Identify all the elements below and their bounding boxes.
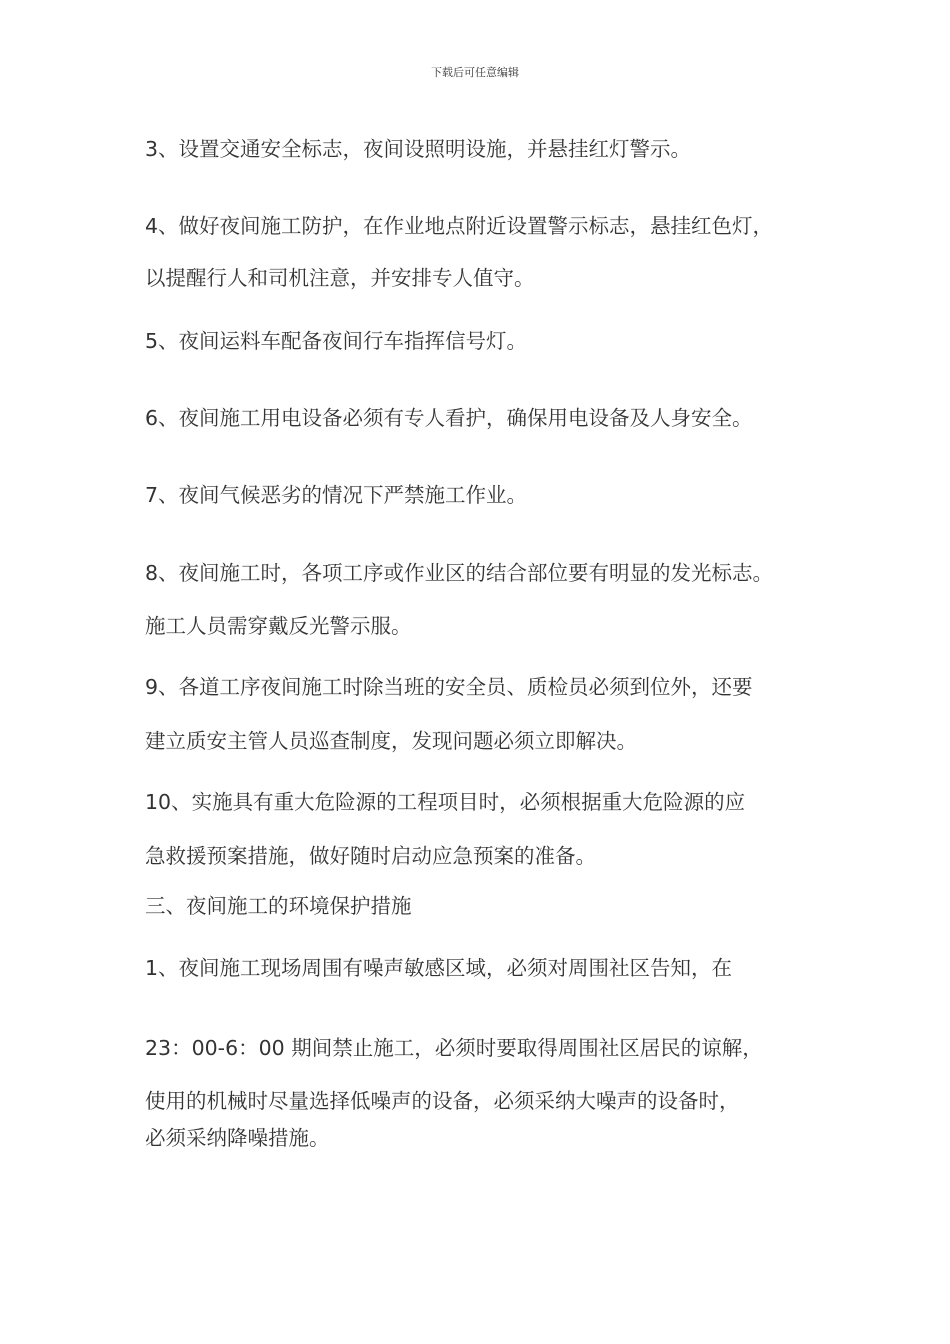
text-line: 6、夜间施工用电设备必须有专人看护，确保用电设备及人身安全。: [145, 406, 753, 430]
text-line: 8、夜间施工时，各项工序或作业区的结合部位要有明显的发光标志。: [145, 561, 774, 585]
text-line: 5、夜间运料车配备夜间行车指挥信号灯。: [145, 329, 528, 353]
text-line: 10、实施具有重大危险源的工程项目时，必须根据重大危险源的应: [145, 790, 746, 814]
section-heading: 三、夜间施工的环境保护措施: [145, 894, 412, 918]
text-line: 以提醒行人和司机注意，并安排专人值守。: [145, 266, 535, 290]
text-line: 建立质安主管人员巡查制度，发现问题必须立即解决。: [145, 729, 637, 753]
text-line: 急救援预案措施，做好随时启动应急预案的准备。: [145, 844, 596, 868]
text-line: 施工人员需穿戴反光警示服。: [145, 614, 412, 638]
text-line: 4、做好夜间施工防护，在作业地点附近设置警示标志，悬挂红色灯，: [145, 214, 774, 238]
text-line: 3、设置交通安全标志，夜间设照明设施，并悬挂红灯警示。: [145, 137, 692, 161]
text-line: 必须采纳降噪措施。: [145, 1126, 330, 1150]
text-line: 7、夜间气候恶劣的情况下严禁施工作业。: [145, 483, 528, 507]
text-line: 9、各道工序夜间施工时除当班的安全员、质检员必须到位外，还要: [145, 675, 753, 699]
text-line: 23：00-6：00 期间禁止施工，必须时要取得周围社区居民的谅解，: [145, 1036, 763, 1060]
text-line: 使用的机械时尽量选择低噪声的设备，必须采纳大噪声的设备时，: [145, 1089, 740, 1113]
text-line: 1、夜间施工现场周围有噪声敏感区域，必须对周围社区告知，在: [145, 956, 733, 980]
page-header: 下载后可任意编辑: [431, 66, 519, 79]
